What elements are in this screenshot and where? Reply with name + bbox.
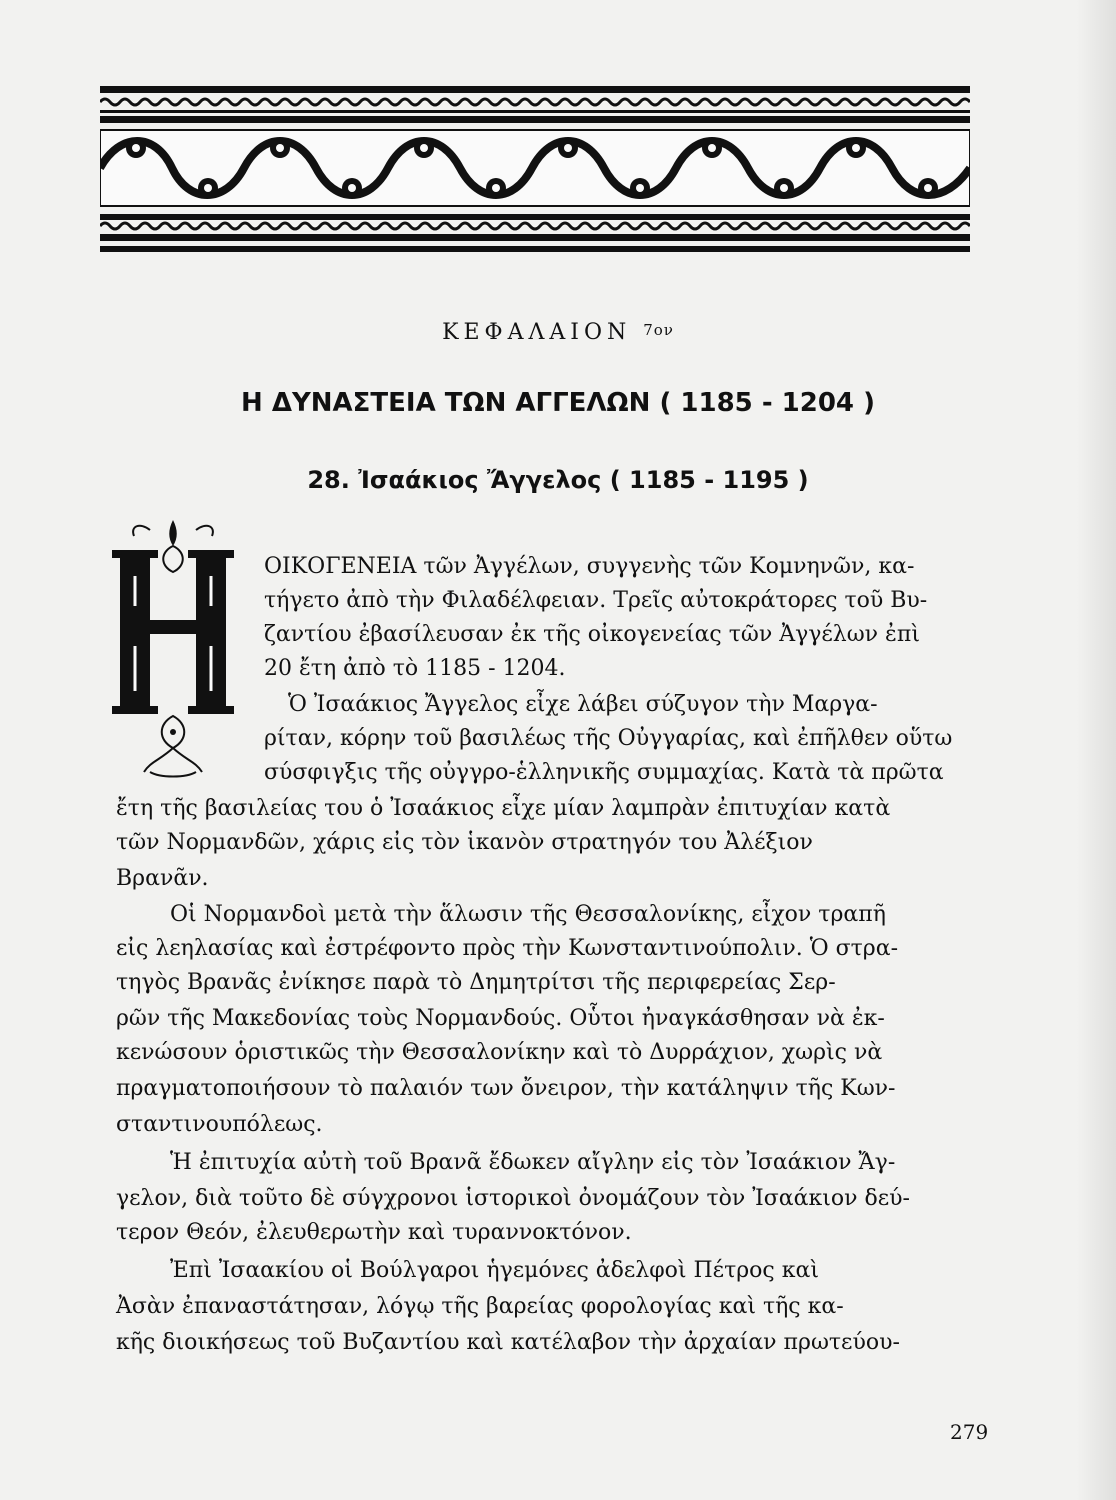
body-line: Ὁ Ἰσαάκιος Ἄγγελος εἶχε λάβει σύζυγον τὴν Μαργα- [288,692,878,717]
body-line: τῶν Νορμανδῶν, χάρις εἰς τὸν ἱκανὸν στρατηγόν του Ἀλέξιον [116,830,813,855]
body-line: ἔτη τῆς βασιλείας του ὁ Ἰσαάκιος εἶχε μίαν λαμπρὰν ἐπιτυχίαν κατὰ [116,796,891,821]
chapter-heading [0,320,1116,345]
chapter-label: ΚΕΦΑΛΑΙΟΝ [442,320,632,345]
decorative-header-ornament [100,86,970,254]
body-line: σταντινουπόλεως. [116,1112,323,1137]
page-number: 279 [950,1420,989,1444]
chapter-number: 7ον [643,321,674,339]
body-line: ρῶν τῆς Μακεδονίας τοὺς Νορμανδούς. Οὗτοι ἠναγκάσθησαν νὰ ἐκ- [116,1006,885,1031]
body-line: τηγὸς Βρανᾶς ἐνίκησε παρὰ τὸ Δημητρίτσι τῆς περιφερείας Σερ- [116,970,836,995]
body-line: κῆς διοικήσεως τοῦ Βυζαντίου καὶ κατέλαβον τὴν ἀρχαίαν πρωτεύου- [116,1330,900,1355]
dynasty-title: Η ΔΥΝΑΣΤΕΙΑ ΤΩΝ ΑΓΓΕΛΩΝ ( 1185 - 1204 ) [241,388,875,418]
body-line: ΟΙΚΟΓΕΝΕΙΑ τῶν Ἀγγέλων, συγγενὴς τῶν Κομνηνῶν, κα- [264,554,915,579]
body-line: Οἱ Νορμανδοὶ μετὰ τὴν ἅλωσιν τῆς Θεσσαλονίκης, εἶχον τραπῆ [170,902,886,927]
body-line: 20 ἔτη ἀπὸ τὸ 1185 - 1204. [264,656,566,681]
gutter-shadow [1076,0,1116,1500]
body-line: τήγετο ἀπὸ τὴν Φιλαδέλφειαν. Τρεῖς αὐτοκράτορες τοῦ Βυ- [264,588,928,613]
body-line: πραγματοποιήσουν τὸ παλαιόν των ὄνειρον, τὴν κατάληψιν τῆς Κων- [116,1076,896,1101]
body-line: σύσφιγξις τῆς οὐγγρο-ἑλληνικῆς συμμαχίας. Κατὰ τὰ πρῶτα [264,760,944,785]
body-line: Βρανᾶν. [116,866,209,891]
body-line: Ἐπὶ Ἰσαακίου οἱ Βούλγαροι ἡγεμόνες ἀδελφοὶ Πέτρος καὶ [170,1258,819,1283]
body-line: τερον Θεόν, ἐλευθερωτὴν καὶ τυραννοκτόνον. [116,1220,632,1245]
body-line: ζαντίου ἐβασίλευσαν ἐκ τῆς οἰκογενείας τῶν Ἀγγέλων ἐπὶ [264,622,920,647]
body-line: κενώσουν ὁριστικῶς τὴν Θεσσαλονίκην καὶ τὸ Δυρράχιον, χωρὶς νὰ [116,1040,883,1065]
body-line: ρίταν, κόρην τοῦ βασιλέως τῆς Οὐγγαρίας, καὶ ἐπῆλθεν οὕτω [264,726,953,751]
body-line: Ἡ ἐπιτυχία αὐτὴ τοῦ Βρανᾶ ἔδωκεν αἴγλην εἰς τὸν Ἰσαάκιον Ἄγ- [170,1150,896,1175]
body-line: γελον, διὰ τοῦτο δὲ σύγχρονοι ἱστορικοὶ ὀνομάζουν τὸν Ἰσαάκιον δεύ- [116,1186,910,1211]
section-title: 28. Ἰσαάκιος Ἄγγελος ( 1185 - 1195 ) [307,466,809,494]
body-line: Ἀσὰν ἐπαναστάτησαν, λόγῳ τῆς βαρείας φορολογίας καὶ τῆς κα- [116,1294,844,1319]
ornamental-initial-eta [110,516,236,782]
body-line: εἰς λεηλασίας καὶ ἐστρέφοντο πρὸς τὴν Κωνσταντινούπολιν. Ὁ στρα- [116,936,899,961]
